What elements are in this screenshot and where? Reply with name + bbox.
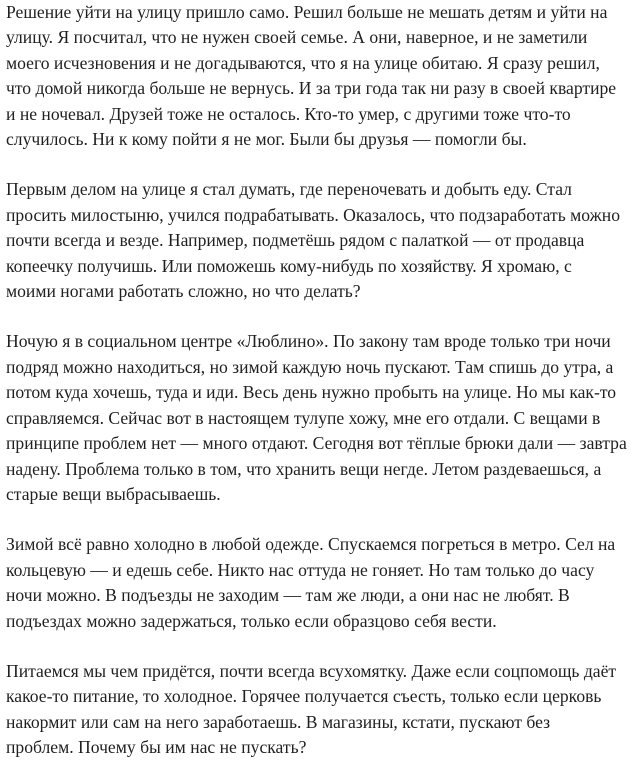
- text-line: подряд можно находиться, но зимой каждую ночь пускают. Там спишь до утра, а: [6, 356, 614, 377]
- text-line: что домой никогда больше не вернусь. И за три года так ни разу в своей квартире: [6, 78, 617, 99]
- text-line: улицу. Я посчитал, что не нужен своей семье. А они, наверное, и не заметили: [6, 27, 588, 48]
- text-line: накормит или сам на него заработаешь. В магазины, кстати, пускают без: [6, 711, 551, 732]
- text-line: подъездах можно задержаться, только если образцово себя вести.: [6, 610, 497, 631]
- text-line: Решение уйти на улицу пришло само. Решил больше не мешать детям и уйти на: [6, 2, 608, 22]
- paragraph-2: [6, 177, 631, 304]
- text-line: принципе проблем нет — много отдают. Сегодня вот тёплые брюки дали — завтра: [6, 433, 627, 454]
- text-line: моими ногами работать сложно, но что делать?: [6, 281, 361, 302]
- text-line: Питаемся мы чем придётся, почти всегда всухомятку. Даже если соцпомощь даёт: [6, 660, 617, 681]
- paragraph-5: [6, 659, 631, 761]
- text-line: старые вещи выбрасываешь.: [6, 483, 221, 504]
- text-line: случилось. Ни к кому пойти я не мог. Были бы друзья — помогли бы.: [6, 129, 527, 150]
- text-line: Первым делом на улице я стал думать, где переночевать и добыть еду. Стал: [6, 179, 572, 200]
- paragraph-1: [6, 0, 631, 152]
- text-line: потом куда хочешь, туда и иди. Весь день нужно пробыть на улице. Но мы как-то: [6, 382, 617, 403]
- paragraph-3: [6, 329, 631, 507]
- text-line: моего исчезновения и не догадываются, что я на улице обитаю. Я сразу решил,: [6, 52, 600, 73]
- paragraph-4: [6, 532, 631, 634]
- text-line: Ночую я в социальном центре «Люблино». По закону там вроде только три ночи: [6, 331, 611, 352]
- text-line: ночи можно. В подъезды не заходим — там же люди, а они нас не любят. В: [6, 585, 570, 606]
- text-line: кольцевую — и едешь себе. Никто нас оттуда не гоняет. Но там только до часу: [6, 559, 595, 580]
- text-line: какое-то питание, то холодное. Горячее получается съесть, только если церковь: [6, 686, 602, 707]
- text-line: и не ночевал. Друзей тоже не осталось. Кто-то умер, с другими тоже что-то: [6, 103, 571, 124]
- text-line: надену. Проблема только в том, что хранить вещи негде. Летом раздеваешься, а: [6, 458, 602, 479]
- text-line: Зимой всё равно холодно в любой одежде. Спускаемся погреться в метро. Сел на: [6, 534, 616, 555]
- text-line: просить милостыню, учился подрабатывать. Оказалось, что подзаработать можно: [6, 204, 621, 225]
- text-line: проблем. Почему бы им нас не пускать?: [6, 737, 307, 758]
- text-line: справляемся. Сейчас вот в настоящем тулупе хожу, мне его отдали. С вещами в: [6, 407, 601, 428]
- text-line: копеечку получишь. Или поможешь кому-нибудь по хозяйству. Я хромаю, с: [6, 255, 572, 276]
- text-line: почти всегда и везде. Например, подметёшь рядом с палаткой — от продавца: [6, 230, 585, 251]
